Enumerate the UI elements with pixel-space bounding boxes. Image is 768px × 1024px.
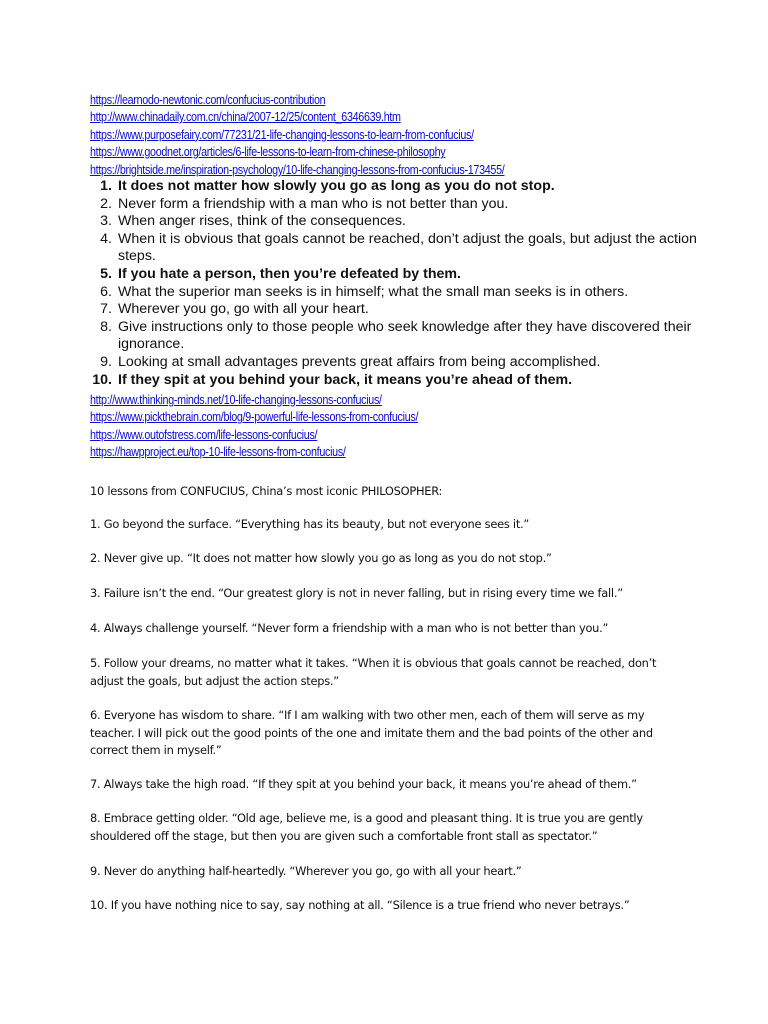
list-number: 7. (100, 301, 112, 318)
lesson-paragraph: 9. Never do anything half-heartedly. “Wherever you go, go with all your heart.” (90, 864, 522, 878)
list-item (90, 196, 700, 214)
list-item (90, 266, 700, 284)
source-link[interactable]: https://www.pickthebrain.com/blog/9-powerful-life-lessons-from-confucius/ (90, 410, 419, 425)
list-text: If you hate a person, then you’re defeated by them. (118, 265, 461, 282)
list-text: If they spit at you behind your back, it means you’re ahead of them. (118, 371, 573, 388)
list-number: 1. (100, 178, 112, 194)
list-number: 10. (92, 371, 112, 388)
lesson-paragraph: 5. Follow your dreams, no matter what it takes. “When it is obvious that goals cannot be reached, don’t adjust the goals, but adjust the action steps.” (90, 656, 657, 688)
list-text: When it is obvious that goals cannot be reached, don’t adjust the goals, but adjust the action steps. (118, 230, 697, 265)
lesson-paragraph: 6. Everyone has wisdom to share. “If I am walking with two other men, each of them will serve as my teacher. I will pick out the good points of the one and imitate them and the bad points of the other and correct them in myself.” (90, 708, 653, 757)
list-text: It does not matter how slowly you go as long as you do not stop. (118, 178, 555, 194)
list-item (90, 213, 700, 231)
source-link[interactable]: https://brightside.me/inspiration-psychology/10-life-changing-lessons-from-confucius-173455/ (90, 162, 505, 177)
lesson-paragraph: 7. Always take the high road. “If they spit at you behind your back, it means you’re ahead of them.” (90, 777, 637, 791)
list-number: 2. (100, 195, 112, 212)
list-item (90, 372, 700, 390)
numbered-quote-list (90, 178, 700, 389)
source-link[interactable]: https://www.outofstress.com/life-lessons-confucius/ (90, 427, 318, 442)
list-item (90, 319, 700, 354)
section-heading: 10 lessons from CONFUCIUS, China’s most iconic PHILOSOPHER: (90, 484, 443, 498)
source-link[interactable]: http://www.chinadaily.com.cn/china/2007-12/25/content_6346639.htm (90, 110, 401, 125)
list-item (90, 178, 700, 196)
list-number: 6. (100, 283, 112, 300)
list-number: 9. (100, 353, 112, 370)
source-links-top (90, 92, 690, 179)
lesson-paragraph: 3. Failure isn’t the end. “Our greatest glory is not in never falling, but in rising every time we fall.” (90, 586, 623, 600)
source-links-middle (90, 392, 690, 462)
list-number: 4. (100, 230, 112, 247)
lesson-paragraph: 4. Always challenge yourself. “Never form a friendship with a man who is not better than you.” (90, 621, 609, 635)
source-link[interactable]: https://www.purposefairy.com/77231/21-life-changing-lessons-to-learn-from-confucius/ (90, 127, 474, 142)
list-item (90, 231, 700, 266)
list-text: Give instructions only to those people who seek knowledge after they have discovered their ignorance. (118, 318, 692, 353)
list-number: 5. (100, 265, 112, 282)
lesson-paragraph: 8. Embrace getting older. “Old age, believe me, is a good and pleasant thing. It is true you are gently shouldered off the stage, but then you are given such a comfortable front stall as spectator.” (90, 811, 643, 843)
list-text: Looking at small advantages prevents great affairs from being accomplished. (118, 353, 601, 370)
list-text: Never form a friendship with a man who is not better than you. (118, 195, 509, 212)
source-link[interactable]: http://www.thinking-minds.net/10-life-changing-lessons-confucius/ (90, 393, 382, 407)
list-text: Wherever you go, go with all your heart. (118, 301, 369, 318)
lesson-paragraph: 1. Go beyond the surface. “Everything has its beauty, but not everyone sees it.” (90, 517, 530, 531)
list-text: What the superior man seeks is in himself; what the small man seeks is in others. (118, 283, 629, 300)
source-link[interactable]: https://hawpproject.eu/top-10-life-lessons-from-confucius/ (90, 445, 346, 460)
list-text: When anger rises, think of the consequences. (118, 213, 406, 230)
list-item (90, 284, 700, 302)
list-number: 8. (100, 318, 112, 335)
lesson-paragraph: 2. Never give up. “It does not matter how slowly you go as long as you do not stop.” (90, 551, 552, 565)
list-number: 3. (100, 213, 112, 230)
list-item (90, 301, 700, 319)
list-item (90, 354, 700, 372)
source-link[interactable]: https://learnodo-newtonic.com/confucius-contribution (90, 93, 326, 107)
lesson-paragraph: 10. If you have nothing nice to say, say nothing at all. “Silence is a true friend who never betrays.” (90, 898, 630, 912)
source-link[interactable]: https://www.goodnet.org/articles/6-life-lessons-to-learn-from-chinese-philosophy (90, 145, 446, 160)
